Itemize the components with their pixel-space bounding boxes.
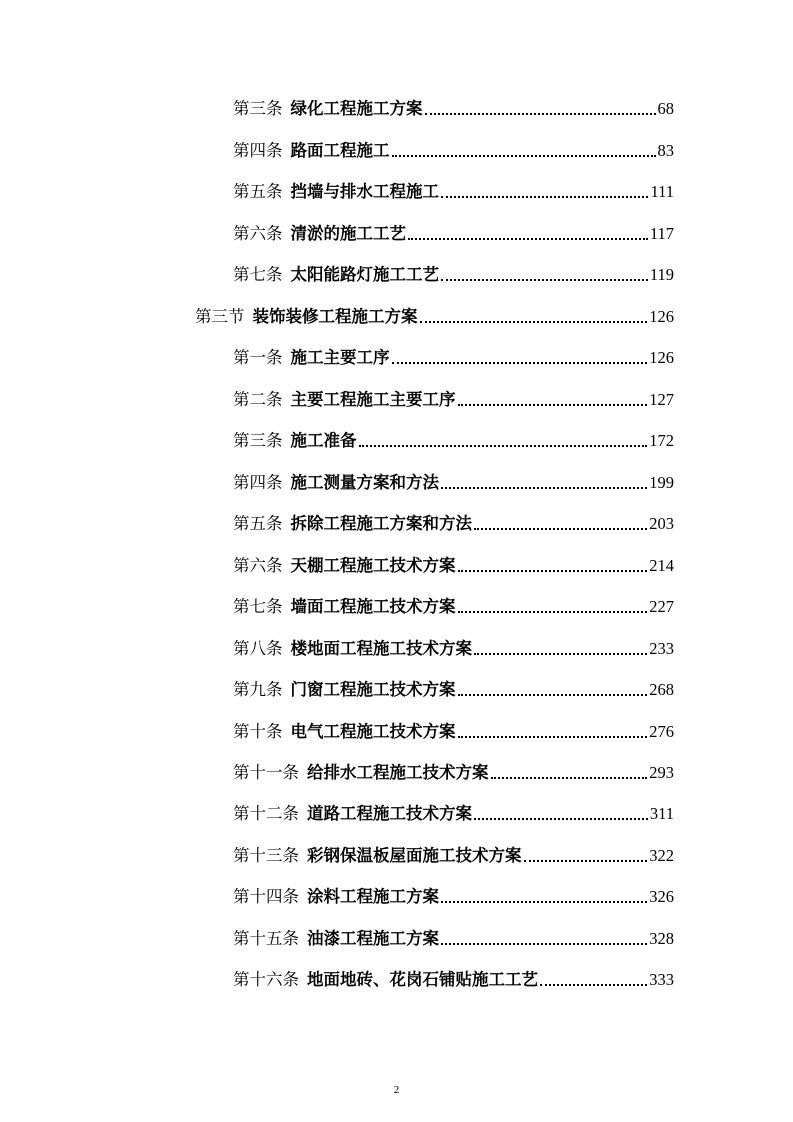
toc-entry[interactable] <box>233 181 674 203</box>
toc-entry-number: 第五条 <box>233 514 283 533</box>
toc-entry-number: 第十六条 <box>233 970 299 989</box>
toc-entry-number: 第七条 <box>233 265 283 284</box>
toc-entry[interactable] <box>233 264 674 286</box>
toc-entry-title: 地面地砖、花岗石铺贴施工工艺 <box>307 970 538 989</box>
toc-entry-title: 油漆工程施工方案 <box>307 929 439 948</box>
toc-entry-page: 311 <box>649 804 674 823</box>
toc-entry-title: 彩钢保温板屋面施工技术方案 <box>307 846 522 865</box>
toc-entry-number: 第八条 <box>233 639 283 658</box>
leader-dots <box>392 362 648 364</box>
leader-dots <box>474 653 647 655</box>
toc-entry-page: 322 <box>649 846 674 865</box>
toc-entry[interactable] <box>233 721 674 743</box>
toc-entry-number: 第三条 <box>233 431 283 450</box>
toc-entry[interactable] <box>233 140 674 162</box>
toc-entry-title: 清淤的施工工艺 <box>290 224 406 243</box>
toc-entry[interactable] <box>233 555 674 577</box>
leader-dots <box>441 196 648 198</box>
toc-entry[interactable] <box>233 845 674 867</box>
toc-entry[interactable] <box>233 638 674 660</box>
toc-entry-number: 第一条 <box>233 348 283 367</box>
toc-entry-title: 拆除工程施工方案和方法 <box>290 514 472 533</box>
toc-entry-number: 第四条 <box>233 141 283 160</box>
leader-dots <box>458 736 648 738</box>
toc-entry[interactable] <box>233 347 674 369</box>
toc-entry-number: 第十条 <box>233 722 283 741</box>
leader-dots <box>408 238 648 240</box>
toc-entry-number: 第十一条 <box>233 763 299 782</box>
toc-entry-page: 199 <box>649 473 674 492</box>
toc-entry-title: 楼地面工程施工技术方案 <box>290 639 472 658</box>
leader-dots <box>474 818 648 820</box>
toc-entry-number: 第九条 <box>233 680 283 699</box>
toc-entry-page: 203 <box>649 514 674 533</box>
leader-dots <box>458 404 648 406</box>
toc-entry-number: 第十三条 <box>233 846 299 865</box>
toc-entry[interactable] <box>233 513 674 535</box>
leader-dots <box>441 943 647 945</box>
toc-entry[interactable] <box>233 389 674 411</box>
leader-dots <box>441 279 648 281</box>
toc-entry-title: 太阳能路灯施工工艺 <box>290 265 439 284</box>
toc-entry-title: 墙面工程施工技术方案 <box>290 597 456 616</box>
toc-entry-page: 326 <box>649 887 674 906</box>
toc-entry[interactable] <box>233 886 674 908</box>
toc-entry-title: 绿化工程施工方案 <box>290 99 423 118</box>
toc-entry-title: 门窗工程施工技术方案 <box>290 680 456 699</box>
toc-entry[interactable] <box>233 928 674 950</box>
toc-entry[interactable] <box>233 803 674 825</box>
toc-entry-title: 给排水工程施工技术方案 <box>307 763 489 782</box>
toc-entry-page: 111 <box>650 182 674 201</box>
toc-entry-title: 施工测量方案和方法 <box>290 473 439 492</box>
toc-entry-number: 第三条 <box>233 99 283 118</box>
toc-entry-number: 第七条 <box>233 597 283 616</box>
toc-entry-page: 233 <box>649 639 674 658</box>
toc-entry-number: 第四条 <box>233 473 283 492</box>
leader-dots <box>491 777 648 779</box>
toc-entry[interactable] <box>233 430 674 452</box>
toc-entry-page: 227 <box>649 597 674 616</box>
leader-dots <box>392 155 656 157</box>
toc-entry-page: 119 <box>649 265 674 284</box>
toc-entry[interactable] <box>233 98 674 120</box>
toc-entry-title: 施工主要工序 <box>290 348 390 367</box>
toc-entry-page: 126 <box>649 307 674 326</box>
toc-entry[interactable] <box>233 223 674 245</box>
toc-entry-page: 126 <box>649 348 674 367</box>
leader-dots <box>441 901 647 903</box>
toc-entry[interactable] <box>233 969 674 991</box>
leader-dots <box>524 860 648 862</box>
leader-dots <box>458 694 648 696</box>
page-number: 2 <box>393 1084 400 1096</box>
toc-entry-page: 127 <box>649 390 674 409</box>
toc-entry-title: 装饰装修工程施工方案 <box>252 307 418 326</box>
leader-dots <box>540 984 647 986</box>
toc-entry-title: 天棚工程施工技术方案 <box>290 556 456 575</box>
toc-section-entry[interactable] <box>195 306 674 328</box>
toc-entry-title: 路面工程施工 <box>290 141 390 160</box>
toc-entry-page: 68 <box>657 99 674 118</box>
toc-entry[interactable] <box>233 762 674 784</box>
toc-entry[interactable] <box>233 596 674 618</box>
toc-entry-title: 挡墙与排水工程施工 <box>290 182 439 201</box>
leader-dots <box>359 445 648 447</box>
toc-entry-page: 276 <box>649 722 674 741</box>
toc-entry-page: 333 <box>649 970 674 989</box>
toc-entry-title: 电气工程施工技术方案 <box>290 722 456 741</box>
toc-entry-number: 第六条 <box>233 556 283 575</box>
toc-entry-page: 117 <box>649 224 674 243</box>
toc-entry-number: 第十二条 <box>233 804 299 823</box>
toc-entry-page: 293 <box>649 763 674 782</box>
toc-entry[interactable] <box>233 472 674 494</box>
leader-dots <box>458 611 648 613</box>
toc-entry-page: 268 <box>649 680 674 699</box>
toc-entry-number: 第十五条 <box>233 929 299 948</box>
leader-dots <box>420 321 648 323</box>
toc-entry-title: 道路工程施工技术方案 <box>307 804 472 823</box>
leader-dots <box>441 487 647 489</box>
leader-dots <box>425 113 656 115</box>
toc-entry-number: 第六条 <box>233 224 283 243</box>
toc-entry-page: 214 <box>649 556 674 575</box>
toc-entry-number: 第三节 <box>195 307 245 326</box>
toc-entry-page: 328 <box>649 929 674 948</box>
toc-entry-page: 172 <box>649 431 674 450</box>
leader-dots <box>458 570 648 572</box>
toc-entry[interactable] <box>233 679 674 701</box>
toc-entry-number: 第十四条 <box>233 887 299 906</box>
toc-entry-title: 施工准备 <box>290 431 357 450</box>
toc-entry-title: 主要工程施工主要工序 <box>290 390 456 409</box>
toc-entry-number: 第五条 <box>233 182 283 201</box>
leader-dots <box>474 528 647 530</box>
toc-entry-title: 涂料工程施工方案 <box>307 887 439 906</box>
toc-entry-page: 83 <box>657 141 674 160</box>
toc-entry-number: 第二条 <box>233 390 283 409</box>
